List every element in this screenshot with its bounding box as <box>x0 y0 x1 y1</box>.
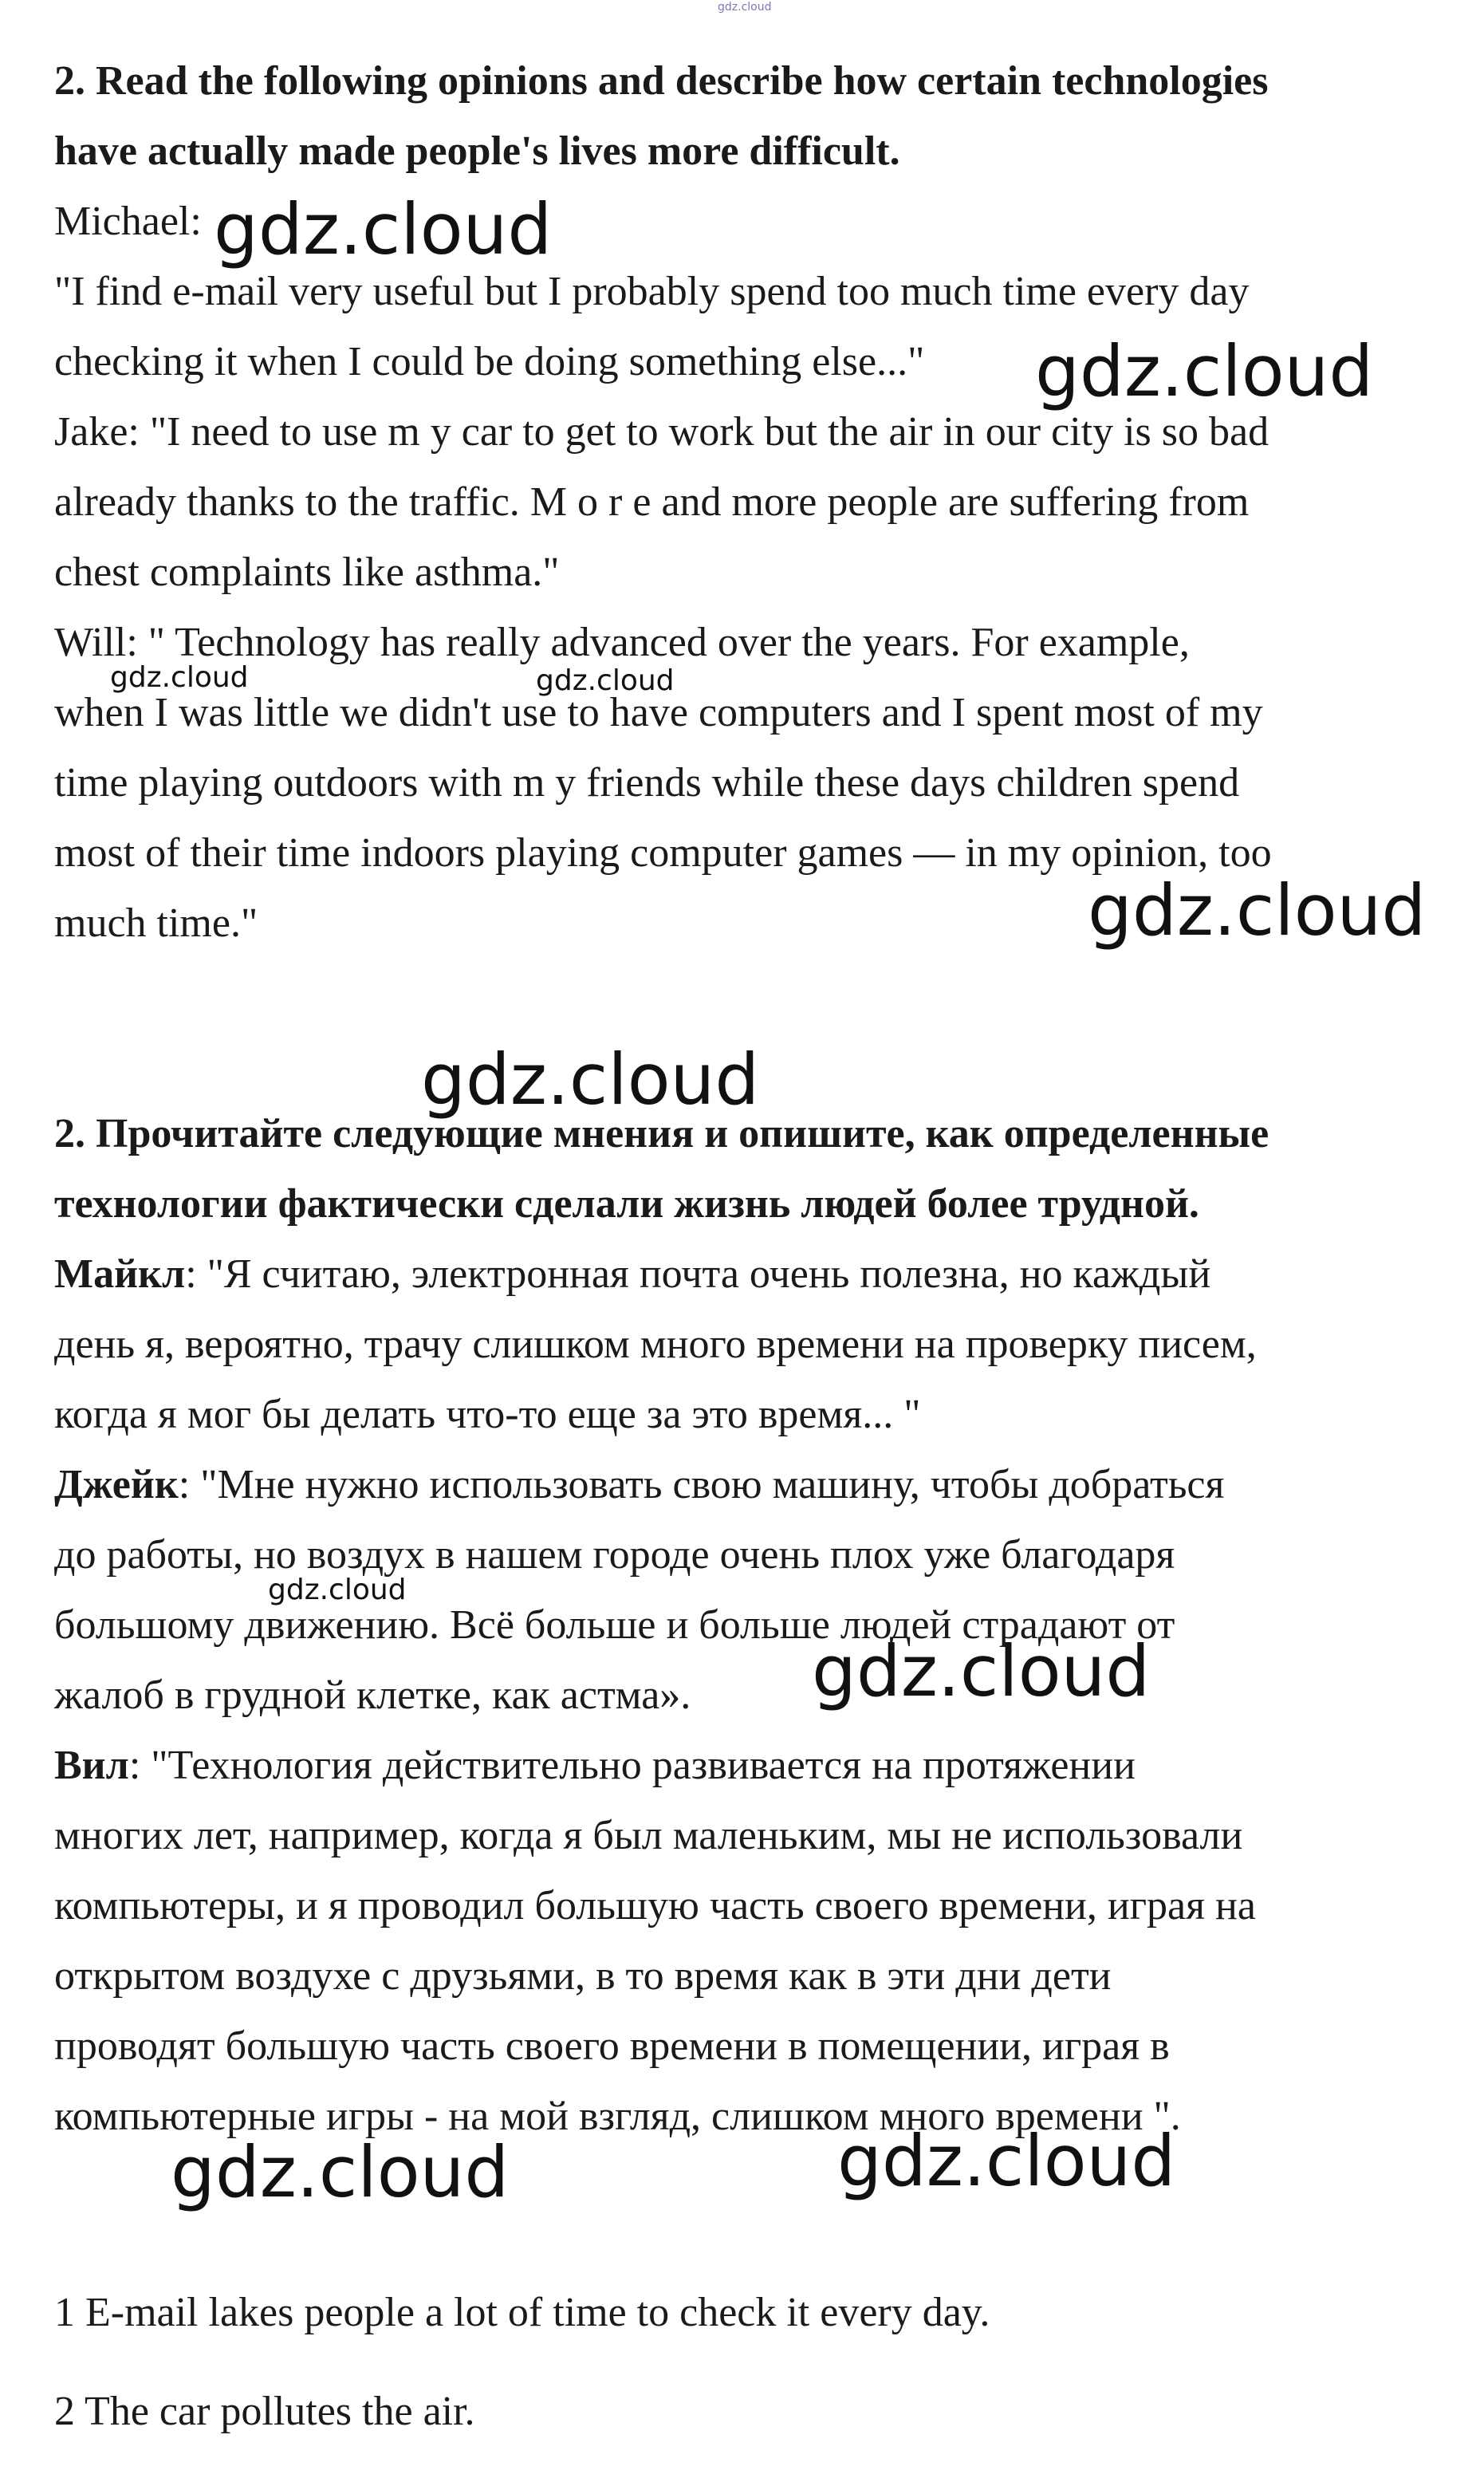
will-quote-line-1: Will: " Technology has really advanced over the years. For example, <box>54 620 1190 665</box>
jake-quote-line-2: already thanks to the traffic. M o r e and more people are suffering from <box>54 479 1250 525</box>
watermark: gdz.cloud <box>110 661 249 694</box>
russian-jake-line-4: жалоб в грудной клетке, как астма». <box>54 1672 691 1718</box>
watermark: gdz.cloud <box>214 188 553 270</box>
will-quote-line-3: time playing outdoors with m y friends while these days children spend <box>54 760 1240 806</box>
watermark: gdz.cloud <box>421 1038 760 1121</box>
will-quote-line-4: most of their time indoors playing computer games — in my opinion, too <box>54 830 1272 876</box>
russian-will-line-1 <box>54 1742 1136 1790</box>
watermark: gdz.cloud <box>1035 330 1374 412</box>
english-heading-line-1: 2. Read the following opinions and describe how certain technologies <box>54 58 1269 104</box>
watermark: gdz.cloud <box>837 2120 1176 2202</box>
russian-will-line-6: компьютерные игры - на мой взгляд, слишком много времени ". <box>54 2094 1181 2139</box>
russian-jake-text: : "Мне нужно использовать свою машину, чтобы добраться <box>178 1462 1225 1507</box>
watermark: gdz.cloud <box>171 2131 510 2213</box>
michael-label: Michael: <box>54 199 202 244</box>
watermark: gdz.cloud <box>536 664 675 697</box>
russian-will-line-3: компьютеры, и я проводил большую часть своего времени, играя на <box>54 1883 1256 1928</box>
watermark-top: gdz.cloud <box>718 1 772 14</box>
russian-heading-line-2: технологии фактически сделали жизнь людей более трудной. <box>54 1181 1199 1227</box>
watermark: gdz.cloud <box>812 1630 1151 1712</box>
will-quote-line-2: when I was little we didn't use to have computers and I spent most of my <box>54 690 1263 735</box>
jake-quote-line-1: Jake: "I need to use m y car to get to work but the air in our city is so bad <box>54 409 1269 455</box>
russian-will-text: : "Технология действительно развивается на протяжении <box>128 1743 1136 1788</box>
russian-will-line-4: открытом воздухе с друзьями, в то время как в эти дни дети <box>54 1953 1112 1999</box>
russian-jake-name: Джейк <box>54 1462 179 1507</box>
russian-will-name: Вил <box>54 1743 129 1788</box>
russian-michael-text: : "Я считаю, электронная почта очень полезна, но каждый <box>185 1251 1211 1297</box>
russian-heading-line-1: 2. Прочитайте следующие мнения и опишите, как определенные <box>54 1111 1269 1156</box>
watermark: gdz.cloud <box>1088 869 1427 951</box>
russian-jake-line-1 <box>54 1461 1224 1509</box>
answer-1: 1 E-mail lakes people a lot of time to check it every day. <box>54 2290 990 2335</box>
english-heading-line-2: have actually made people's lives more difficult. <box>54 128 900 174</box>
watermark: gdz.cloud <box>268 1574 407 1606</box>
russian-michael-name: Майкл <box>54 1251 186 1297</box>
answer-2: 2 The car pollutes the air. <box>54 2389 475 2434</box>
russian-michael-line-1 <box>54 1251 1210 1298</box>
jake-quote-line-3: chest complaints like asthma." <box>54 550 560 595</box>
russian-jake-line-3: большому движению. Всё больше и больше людей страдают от <box>54 1602 1175 1648</box>
michael-quote-line-1: "I find e-mail very useful but I probably spend too much time every day <box>54 269 1250 314</box>
michael-quote-line-2: checking it when I could be doing something else..." <box>54 339 925 384</box>
russian-jake-line-2: до работы, но воздух в нашем городе очень плох уже благодаря <box>54 1532 1175 1578</box>
russian-will-line-2: многих лет, например, когда я был маленьким, мы не использовали <box>54 1813 1243 1858</box>
will-quote-line-5: much time." <box>54 900 258 946</box>
russian-will-line-5: проводят большую часть своего времени в помещении, играя в <box>54 2023 1170 2069</box>
russian-michael-line-3: когда я мог бы делать что-то еще за это время... " <box>54 1392 921 1437</box>
russian-michael-line-2: день я, вероятно, трачу слишком много времени на проверку писем, <box>54 1322 1257 1367</box>
